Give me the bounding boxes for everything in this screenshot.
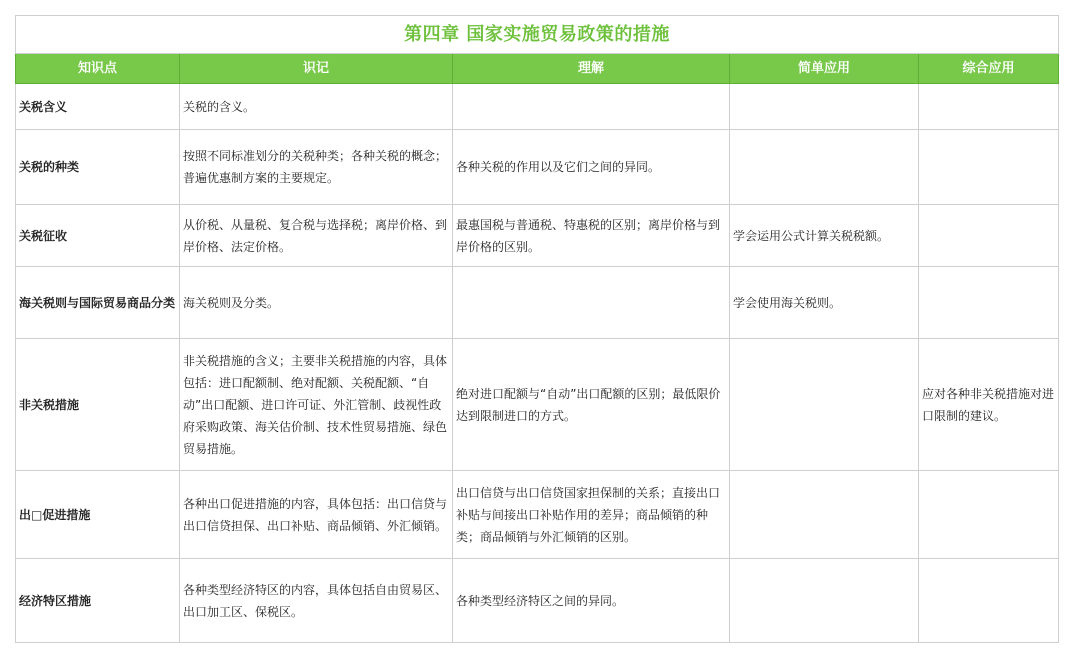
- knowledge-point-cell: 非关税措施: [16, 339, 180, 471]
- page-title: 第四章 国家实施贸易政策的措施: [16, 16, 1059, 54]
- memorize-cell: 关税的含义。: [180, 84, 453, 130]
- memorize-cell: 各种出口促进措施的内容，具体包括：出口信贷与出口信贷担保、出口补贴、商品倾销、外汇倾销。: [180, 471, 453, 559]
- complex-application-cell: [919, 130, 1059, 205]
- table-row: [16, 471, 1059, 559]
- complex-application-cell: [919, 205, 1059, 267]
- understand-cell: 各种关税的作用以及它们之间的异同。: [453, 130, 730, 205]
- header-memorize: 识记: [180, 54, 453, 84]
- simple-application-cell: 学会使用海关税则。: [730, 267, 919, 339]
- understand-cell: 最惠国税与普通税、特惠税的区别；离岸价格与到岸价格的区别。: [453, 205, 730, 267]
- knowledge-point-cell: 出□促进措施: [16, 471, 180, 559]
- syllabus-table: [15, 15, 1059, 643]
- simple-application-cell: [730, 339, 919, 471]
- header-row: [16, 54, 1059, 84]
- simple-application-cell: [730, 130, 919, 205]
- table-row: [16, 84, 1059, 130]
- simple-application-cell: [730, 84, 919, 130]
- table-row: [16, 205, 1059, 267]
- header-simple-application: 简单应用: [730, 54, 919, 84]
- header-knowledge-point: 知识点: [16, 54, 180, 84]
- simple-application-cell: [730, 471, 919, 559]
- knowledge-point-cell: 经济特区措施: [16, 559, 180, 643]
- memorize-cell: 按照不同标准划分的关税种类；各种关税的概念；普遍优惠制方案的主要规定。: [180, 130, 453, 205]
- complex-application-cell: [919, 559, 1059, 643]
- understand-cell: 各种类型经济特区之间的异同。: [453, 559, 730, 643]
- knowledge-point-cell: 关税含义: [16, 84, 180, 130]
- knowledge-point-cell: 关税征收: [16, 205, 180, 267]
- header-understand: 理解: [453, 54, 730, 84]
- memorize-cell: 非关税措施的含义；主要非关税措施的内容，具体包括：进口配额制、绝对配额、关税配额、“自动”出口配额、进口许可证、外汇管制、歧视性政府采购政策、海关估价制、技术性贸易措施、绿色贸易措施。: [180, 339, 453, 471]
- table-row: [16, 130, 1059, 205]
- syllabus-table-container: [15, 15, 1058, 643]
- understand-cell: 出口信贷与出口信贷国家担保制的关系；直接出口补贴与间接出口补贴作用的差异；商品倾销的种类；商品倾销与外汇倾销的区别。: [453, 471, 730, 559]
- memorize-cell: 各种类型经济特区的内容，具体包括自由贸易区、出口加工区、保税区。: [180, 559, 453, 643]
- understand-cell: [453, 84, 730, 130]
- understand-cell: 绝对进口配额与“自动”出口配额的区别；最低限价达到限制进口的方式。: [453, 339, 730, 471]
- simple-application-cell: [730, 559, 919, 643]
- understand-cell: [453, 267, 730, 339]
- table-row: [16, 559, 1059, 643]
- simple-application-cell: 学会运用公式计算关税税额。: [730, 205, 919, 267]
- header-complex-application: 综合应用: [919, 54, 1059, 84]
- title-row: [16, 16, 1059, 54]
- knowledge-point-cell: 海关税则与国际贸易商品分类: [16, 267, 180, 339]
- table-row: [16, 267, 1059, 339]
- complex-application-cell: 应对各种非关税措施对进口限制的建议。: [919, 339, 1059, 471]
- complex-application-cell: [919, 471, 1059, 559]
- complex-application-cell: [919, 267, 1059, 339]
- memorize-cell: 海关税则及分类。: [180, 267, 453, 339]
- knowledge-point-cell: 关税的种类: [16, 130, 180, 205]
- table-row: [16, 339, 1059, 471]
- memorize-cell: 从价税、从量税、复合税与选择税；离岸价格、到岸价格、法定价格。: [180, 205, 453, 267]
- complex-application-cell: [919, 84, 1059, 130]
